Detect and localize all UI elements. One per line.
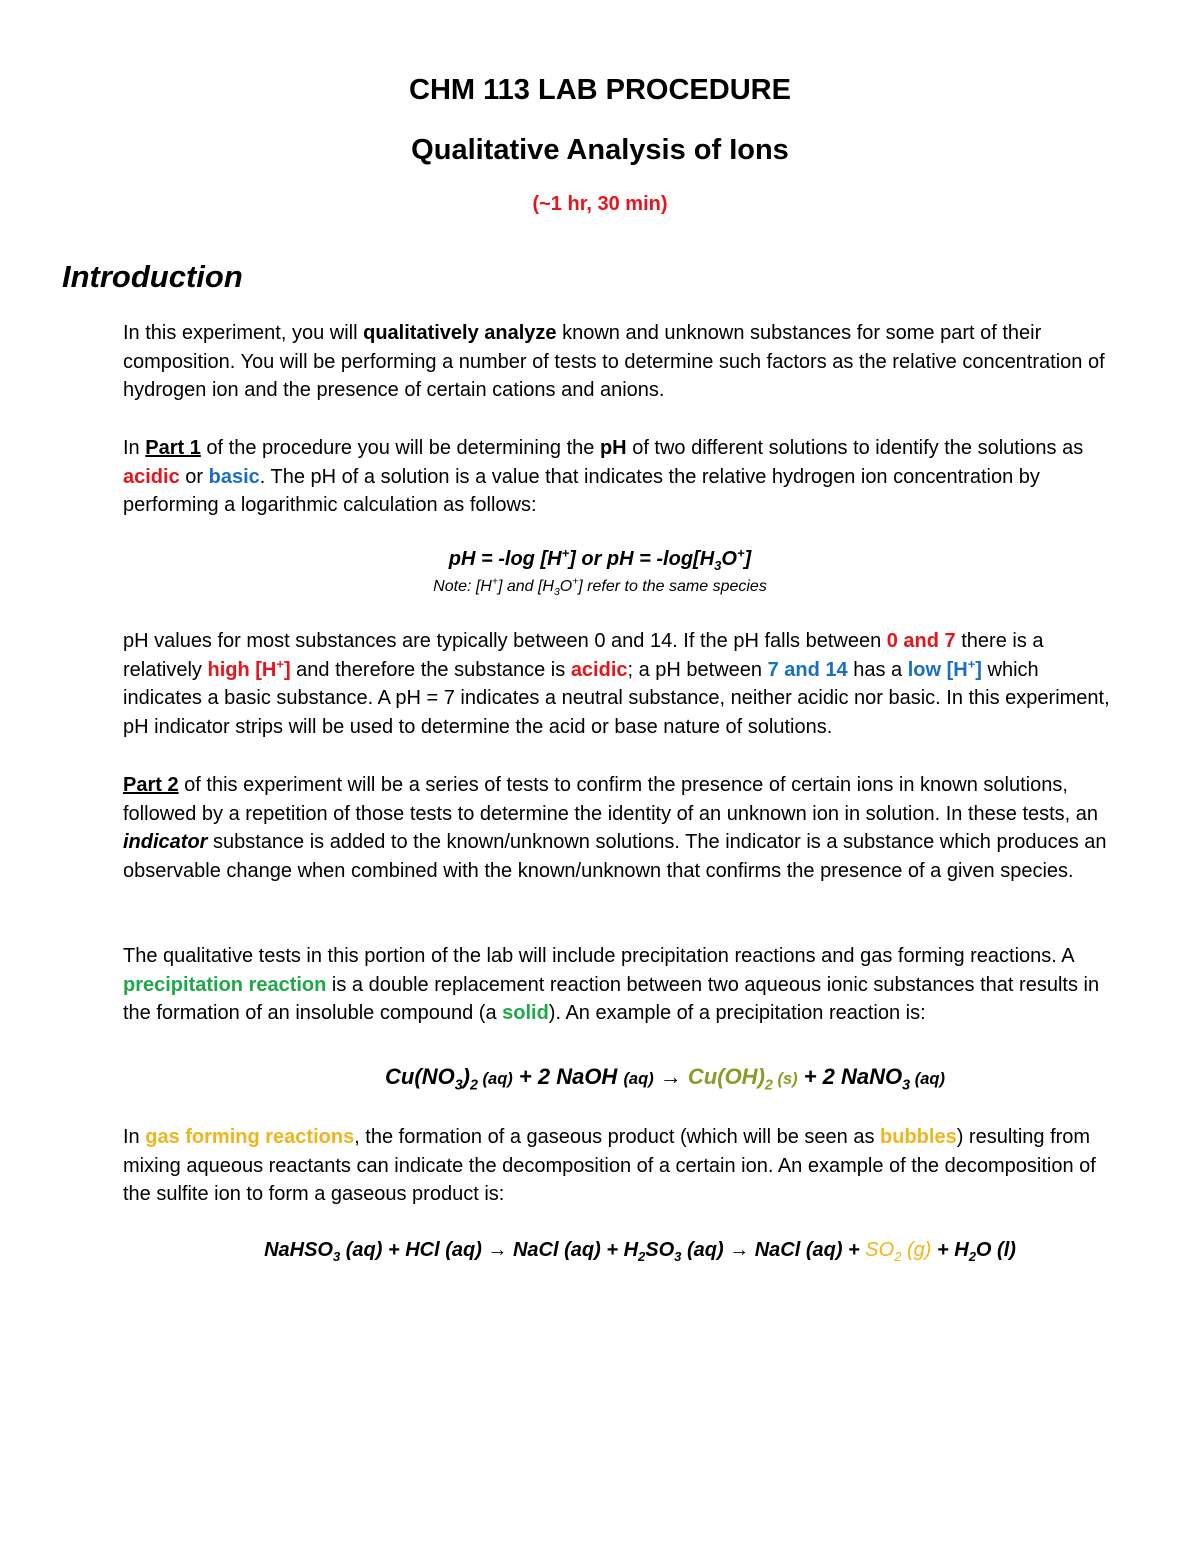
section-heading-introduction: Introduction xyxy=(62,259,243,294)
paragraph-gas-forming: In gas forming reactions, the formation of a gaseous product (which will be seen as bubbles) resulting from mixing aqueous reactants can indicate the decomposition of a certain ion. An example of the decomposition of the sulfite ion to form a gaseous product is: xyxy=(123,1126,1096,1206)
paragraph-part2: Part 2 of this experiment will be a series of tests to confirm the presence of certain ions in known solutions, followed by a repetition of those tests to determine the identity of an unknown ion in solution. In these tests, an indicator substance is added to the known/unknown solutions. The indicator is a substance which produces an observable change when combined with the known/unknown that confirms the presence of a given species. xyxy=(123,774,1107,882)
formula-note: Note: [H+] and $[H_3O^+]$ refer to the same species xyxy=(433,576,767,599)
paragraph-part1: In Part 1 of the procedure you will be determining the pH of two different solutions to identify the solutions as acidic or basic. The pH of a solution is a value that indicates the relative hydrogen ion concentration by performing a logarithmic calculation as follows: xyxy=(123,437,1084,517)
paragraph-intro: In this experiment, you will qualitatively analyze known and unknown substances for some part of their composition. You will be performing a number of tests to determine such factors as the relative concentration of hydrogen ion and the presence of certain cations and anions. xyxy=(123,322,1105,402)
ph-formula: pH = -log [H+] or pH = $-\log[H_3O^+]$ xyxy=(448,545,752,573)
gas-forming-equation: NaHSO$_3$ (aq) + HCl (aq) → NaCl $(aq) + H_2SO_3$ (aq) → NaCl $(aq) + SO_2$ $(g) + H_2O$ (l) xyxy=(264,1239,1016,1264)
paragraph-precipitation: The qualitative tests in this portion of the lab will include precipitation reactions and gas forming reactions. A precipitation reaction is a double replacement reaction between two aqueous ionic substances that results in the formation of an insoluble compound (a solid). An example of a precipitation reaction is: xyxy=(123,945,1100,1025)
document-title: CHM 113 LAB PROCEDURE xyxy=(409,74,791,106)
precipitation-equation: $Cu(NO_3)_2$ (aq) + 2 NaOH $(aq) \to Cu(OH)_2$ (s) + 2 NaNO$_3$ (aq) xyxy=(385,1064,945,1094)
paragraph-ph-range: pH values for most substances are typically between 0 and 14. If the pH falls between 0 and 7 there is a relatively high [H+] and therefore the substance is acidic; a pH between 7 and 14 has a low [H+] which indicates a basic substance. A pH = 7 indicates a neutral substance, neither acidic nor basic. In this experiment, pH indicator strips will be used to determine the acid or base nature of solutions. xyxy=(123,630,1110,738)
document-subtitle: Qualitative Analysis of Ions xyxy=(411,134,789,166)
duration-label: (~1 hr, 30 min) xyxy=(532,193,668,215)
